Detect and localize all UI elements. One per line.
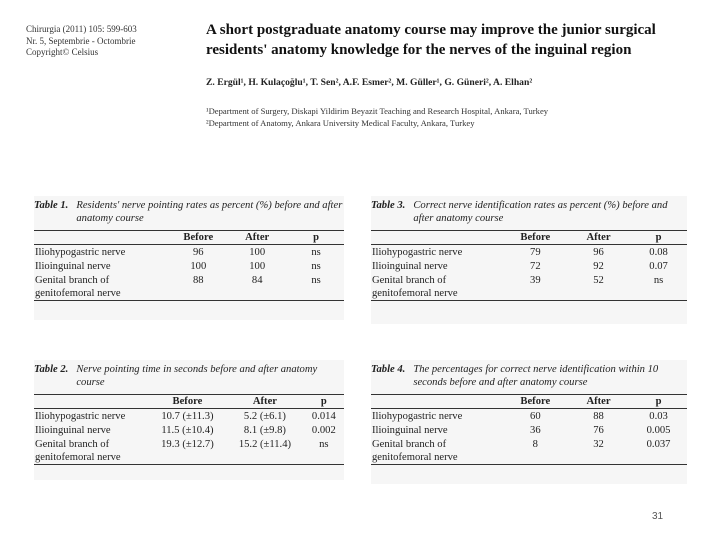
row-label: Iliohypogastric nerve xyxy=(372,410,463,422)
cell-before: 10.7 (±11.3) xyxy=(161,410,214,422)
cell-before: 60 xyxy=(530,410,541,422)
table-4 xyxy=(371,360,687,484)
table-2 xyxy=(34,360,344,480)
row-label: Iliohypogastric nerve xyxy=(35,410,126,422)
table-caption-text: Nerve pointing time in seconds before and after anatomy course xyxy=(76,364,318,388)
table-row xyxy=(371,409,687,424)
cell-p: 0.07 xyxy=(649,260,668,272)
table-row xyxy=(34,245,344,260)
cell-after: 100 xyxy=(249,260,266,272)
cell-p: 0.037 xyxy=(630,437,687,465)
article-title: A short postgraduate anatomy course may improve the junior surgical residents' anatomy knowledge for the nerves of the inguinal region xyxy=(206,22,656,58)
cell-p: ns xyxy=(311,260,321,272)
table-row xyxy=(371,259,687,273)
cell-before: 11.5 (±10.4) xyxy=(161,424,214,436)
header-cell: Before xyxy=(170,231,226,245)
table-header-row xyxy=(371,395,687,409)
table-caption xyxy=(371,196,687,225)
table-caption xyxy=(371,360,687,389)
cell-before: 36 xyxy=(530,424,541,436)
header-cell: Before xyxy=(149,395,227,409)
cell-p: ns xyxy=(304,437,344,465)
cell-p: ns xyxy=(630,273,687,301)
cell-p: 0.08 xyxy=(649,246,668,258)
table-caption-text: Residents' nerve pointing rates as percent (%) before and after anatomy course xyxy=(76,200,343,224)
header-cell: After xyxy=(226,395,304,409)
row-label: Ilioinguinal nerve xyxy=(35,424,111,436)
header-cell xyxy=(371,395,504,409)
row-label: Genital branch of genitofemoral nerve xyxy=(34,273,170,301)
header-cell: After xyxy=(567,231,630,245)
table-caption xyxy=(34,196,344,225)
row-label: Ilioinguinal nerve xyxy=(372,260,448,272)
cell-before: 88 xyxy=(170,273,226,301)
cell-before: 39 xyxy=(504,273,567,301)
cell-before: 96 xyxy=(192,246,204,258)
cell-p: ns xyxy=(311,246,321,258)
cell-before: 19.3 (±12.7) xyxy=(149,437,227,465)
header-cell: p xyxy=(630,395,687,409)
table-caption xyxy=(34,360,344,389)
table-label: Table 4. xyxy=(371,364,406,375)
table-label: Table 3. xyxy=(371,200,406,211)
data-table xyxy=(371,394,687,465)
table-header-row xyxy=(371,231,687,245)
row-label: Iliohypogastric nerve xyxy=(372,246,463,258)
row-label: Iliohypogastric nerve xyxy=(35,246,126,258)
table-row xyxy=(34,409,344,424)
header-cell xyxy=(371,231,504,245)
cell-after: 32 xyxy=(567,437,630,465)
table-row xyxy=(34,259,344,273)
header-cell: p xyxy=(304,395,344,409)
journal-volume: Chirurgia (2011) 105: 599-603 xyxy=(26,24,137,34)
table-3 xyxy=(371,196,687,324)
cell-before: 100 xyxy=(190,260,207,272)
header-cell: p xyxy=(630,231,687,245)
cell-before: 72 xyxy=(530,260,541,272)
cell-after: 96 xyxy=(593,246,604,258)
cell-p: 0.014 xyxy=(311,410,336,422)
table-row xyxy=(371,245,687,260)
header-cell xyxy=(34,395,149,409)
affiliations xyxy=(206,105,711,129)
table-row xyxy=(371,423,687,437)
affiliation-1: ¹Department of Surgery, Diskapi Yildirim Beyazit Teaching and Research Hospital, Ankara, Turkey xyxy=(206,106,549,116)
row-label: Genital branch of genitofemoral nerve xyxy=(371,437,504,465)
cell-p: 0.03 xyxy=(649,410,668,422)
data-table xyxy=(34,394,344,465)
cell-after: 52 xyxy=(567,273,630,301)
cell-after: 5.2 (±6.1) xyxy=(243,410,286,422)
table-caption-text: The percentages for correct nerve identification within 10 seconds before and after anatomy course xyxy=(413,364,659,388)
header-cell: Before xyxy=(504,395,567,409)
journal-copyright: Copyright© Celsius xyxy=(26,47,99,57)
affiliation-2: ²Department of Anatomy, Ankara University Medical Faculty, Ankara, Turkey xyxy=(206,118,475,128)
cell-p: 0.002 xyxy=(311,424,336,436)
table-row xyxy=(34,423,344,437)
row-label: Genital branch of genitofemoral nerve xyxy=(371,273,504,301)
table-row xyxy=(371,273,687,301)
table-caption-text: Correct nerve identification rates as percent (%) before and after anatomy course xyxy=(413,200,668,224)
table-1 xyxy=(34,196,344,320)
data-table xyxy=(371,230,687,301)
author-list: Z. Ergül¹, H. Kulaçoğlu¹, T. Sen², A.F. Esmer², M. Güller¹, G. Güneri², A. Elhan² xyxy=(206,77,533,88)
table-row xyxy=(371,437,687,465)
journal-citation xyxy=(26,24,186,59)
table-row xyxy=(34,437,344,465)
row-label: Genital branch of genitofemoral nerve xyxy=(34,437,149,465)
table-row xyxy=(34,273,344,301)
cell-after: 100 xyxy=(249,246,266,258)
row-label: Ilioinguinal nerve xyxy=(372,424,448,436)
cell-after: 8.1 (±9.8) xyxy=(243,424,286,436)
header-cell: After xyxy=(226,231,288,245)
header-cell: p xyxy=(288,231,344,245)
cell-after: 76 xyxy=(593,424,604,436)
cell-after: 88 xyxy=(593,410,604,422)
cell-before: 8 xyxy=(504,437,567,465)
table-header-row xyxy=(34,231,344,245)
page-number: 31 xyxy=(652,511,664,522)
cell-p: ns xyxy=(288,273,344,301)
cell-after: 84 xyxy=(226,273,288,301)
table-label: Table 2. xyxy=(34,364,69,375)
journal-issue: Nr. 5, Septembrie - Octombrie xyxy=(26,35,136,46)
cell-before: 79 xyxy=(530,246,541,258)
header-cell xyxy=(34,231,170,245)
header-cell: Before xyxy=(504,231,567,245)
cell-after: 92 xyxy=(593,260,604,272)
table-header-row xyxy=(34,395,344,409)
header-cell: After xyxy=(567,395,630,409)
data-table xyxy=(34,230,344,301)
cell-after: 15.2 (±11.4) xyxy=(226,437,304,465)
row-label: Ilioinguinal nerve xyxy=(35,260,111,272)
table-label: Table 1. xyxy=(34,200,69,211)
cell-p: 0.005 xyxy=(646,424,671,436)
